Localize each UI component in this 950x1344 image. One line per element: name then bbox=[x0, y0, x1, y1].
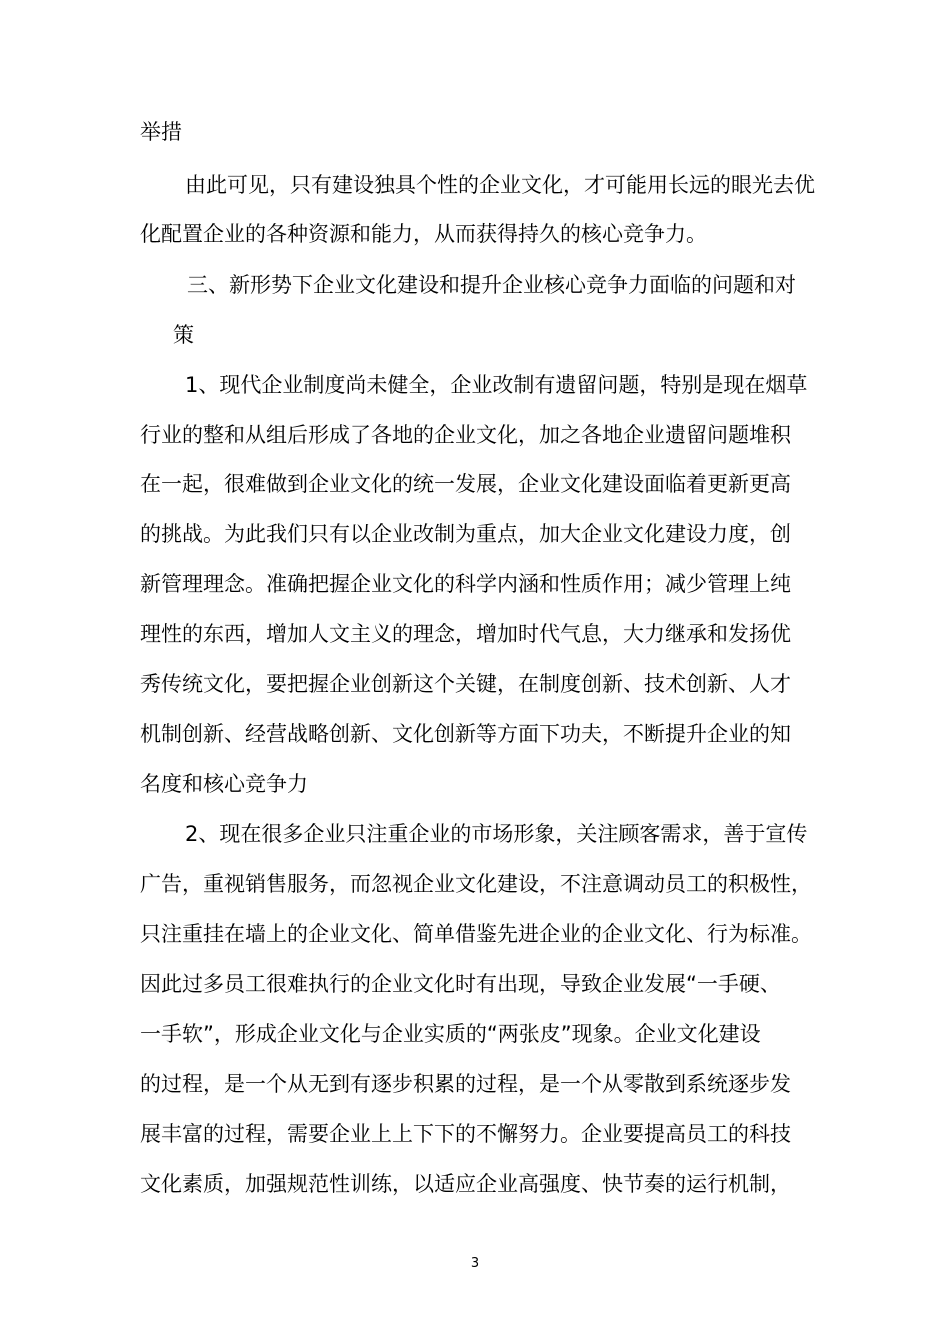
text-line: 理性的东西，增加人文主义的理念，增加时代气息，大力继承和发扬优 bbox=[140, 622, 791, 646]
text-line: 1、现代企业制度尚未健全，企业改制有遗留问题，特别是现在烟草 bbox=[185, 373, 808, 397]
text-line: 名度和核心竞争力 bbox=[140, 772, 308, 796]
text-line: 广告，重视销售服务，而忽视企业文化建设，不注意调动员工的积极性， bbox=[140, 872, 812, 896]
text-line: 机制创新、经营战略创新、文化创新等方面下功夫，不断提升企业的知 bbox=[140, 722, 791, 746]
text-line: 由此可见，只有建设独具个性的企业文化，才可能用长远的眼光去优 bbox=[185, 173, 815, 197]
section-heading-continuation: 策 bbox=[173, 323, 194, 347]
text-line: 因此过多员工很难执行的企业文化时有出现，导致企业发展“一手硬、 bbox=[140, 972, 781, 996]
page-number: 3 bbox=[470, 1256, 480, 1271]
text-line: 化配置企业的各种资源和能力，从而获得持久的核心竞争力。 bbox=[140, 222, 707, 246]
text-line: 展丰富的过程，需要企业上上下下的不懈努力。企业要提高员工的科技 bbox=[140, 1122, 791, 1146]
text-line: 的过程，是一个从无到有逐步积累的过程，是一个从零散到系统逐步发 bbox=[140, 1072, 791, 1096]
text-line: 秀传统文化，要把握企业创新这个关键，在制度创新、技术创新、人才 bbox=[140, 672, 791, 696]
section-heading: 三、新形势下企业文化建设和提升企业核心竞争力面临的问题和对 bbox=[187, 273, 796, 297]
text-line: 文化素质，加强规范性训练，以适应企业高强度、快节奏的运行机制， bbox=[140, 1172, 791, 1196]
text-line: 2、现在很多企业只注重企业的市场形象，关注顾客需求，善于宣传 bbox=[185, 822, 808, 846]
text-line: 一手软”，形成企业文化与企业实质的“两张皮”现象。企业文化建设 bbox=[140, 1022, 761, 1046]
text-line: 的挑战。为此我们只有以企业改制为重点，加大企业文化建设力度，创 bbox=[140, 522, 791, 546]
text-line: 只注重挂在墙上的企业文化、简单借鉴先进企业的企业文化、行为标准。 bbox=[140, 922, 812, 946]
text-line: 行业的整和从组后形成了各地的企业文化，加之各地企业遗留问题堆积 bbox=[140, 423, 791, 447]
text-line: 新管理理念。准确把握企业文化的科学内涵和性质作用；减少管理上纯 bbox=[140, 572, 791, 596]
text-line: 举措 bbox=[140, 120, 182, 144]
text-line: 在一起，很难做到企业文化的统一发展，企业文化建设面临着更新更高 bbox=[140, 472, 791, 496]
